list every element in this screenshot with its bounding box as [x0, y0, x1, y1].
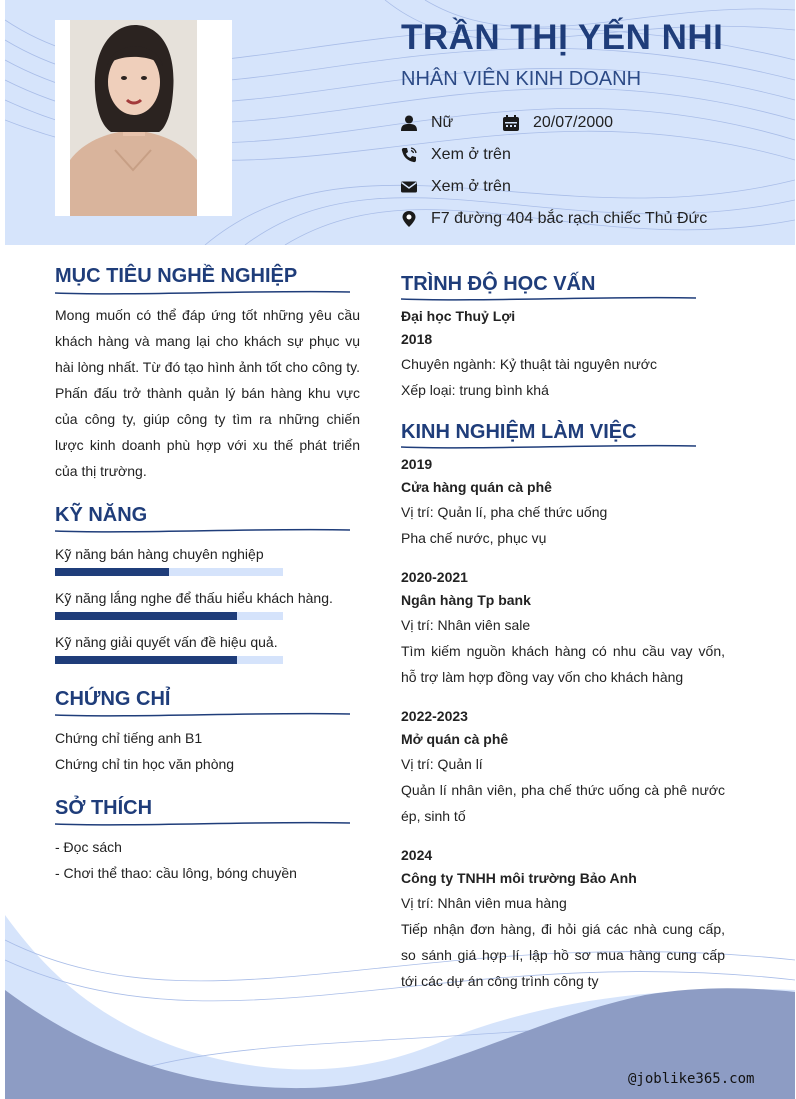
- phone-value: Xem ở trên: [431, 146, 511, 163]
- experience-role: Vị trí: Nhân viên sale: [401, 617, 531, 633]
- skill-bar: [55, 568, 283, 576]
- candidate-name: TRẦN THỊ YẾN NHI: [401, 18, 724, 57]
- skills-title: KỸ NĂNG: [55, 504, 148, 526]
- skill-bar-fill: [55, 568, 169, 576]
- location-pin-icon: [401, 211, 417, 227]
- objective-underline: [55, 290, 350, 296]
- profile-photo: [55, 20, 232, 216]
- calendar-icon: [503, 115, 519, 131]
- education-underline: [401, 296, 696, 302]
- birthday-row: [503, 114, 613, 132]
- certificates-underline: [55, 712, 350, 718]
- portrait-illustration: [55, 20, 232, 216]
- experience-company: Cửa hàng quán cà phê: [401, 479, 552, 495]
- email-value: Xem ở trên: [431, 178, 511, 195]
- experience-role: Vị trí: Nhân viên mua hàng: [401, 895, 567, 911]
- experience-title: KINH NGHIỆM LÀM VIỆC: [401, 421, 637, 443]
- phone-icon: [401, 147, 417, 163]
- education-year: 2018: [401, 331, 433, 347]
- skill-bar-fill: [55, 656, 237, 664]
- skills-underline: [55, 528, 350, 534]
- gender-row: [401, 114, 453, 132]
- watermark-text: @joblike365.com: [628, 1071, 755, 1087]
- education-major: Chuyên ngành: Kỷ thuật tài nguyên nước: [401, 356, 657, 372]
- job-title: NHÂN VIÊN KINH DOANH: [401, 68, 642, 90]
- certificate-item: Chứng chỉ tin học văn phòng: [55, 756, 235, 772]
- experience-desc: Quản lí nhân viên, pha chế thức uống cà phê nước ép, sinh tố: [401, 782, 725, 824]
- skill-bar: [55, 612, 283, 620]
- experience-role: Vị trí: Quản lí, pha chế thức uống: [401, 504, 608, 520]
- hobbies-title: SỞ THÍCH: [55, 797, 153, 819]
- email-row: [401, 178, 511, 196]
- skill-label: Kỹ năng giải quyết vấn đề hiệu quả.: [55, 634, 278, 650]
- experience-period: 2024: [401, 847, 433, 863]
- gender-value: Nữ: [431, 114, 454, 131]
- hobbies-underline: [55, 821, 350, 827]
- education-title: TRÌNH ĐỘ HỌC VẤN: [401, 273, 596, 295]
- certificates-title: CHỨNG CHỈ: [55, 688, 171, 710]
- envelope-icon: [401, 179, 417, 195]
- skill-bar: [55, 656, 283, 664]
- experience-role: Vị trí: Quản lí: [401, 756, 483, 772]
- experience-period: 2020-2021: [401, 569, 468, 585]
- experience-desc: Pha chế nước, phục vụ: [401, 530, 547, 546]
- experience-period: 2019: [401, 456, 433, 472]
- objective-title: MỤC TIÊU NGHỀ NGHIỆP: [55, 265, 298, 287]
- experience-desc: Tiếp nhận đơn hàng, đi hỏi giá các nhà cung cấp, so sánh giá hợp lí, lập hồ sơ mua hàng cung cấp tới các dự án công trình công ty: [401, 921, 725, 989]
- experience-company: Mở quán cà phê: [401, 731, 509, 747]
- birthday-value: 20/07/2000: [533, 114, 614, 131]
- phone-row: [401, 146, 511, 164]
- hobby-item: - Chơi thể thao: cầu lông, bóng chuyền: [55, 865, 297, 881]
- experience-desc: Tìm kiếm nguồn khách hàng có nhu cầu vay vốn, hỗ trợ làm hợp đồng vay vốn cho khách hàng: [401, 643, 725, 685]
- skill-label: Kỹ năng lắng nghe để thấu hiểu khách hàng.: [55, 590, 333, 606]
- education-grade: Xếp loại: trung bình khá: [401, 382, 549, 398]
- objective-text: Mong muốn có thể đáp ứng tốt những yêu cầu khách hàng và mang lại cho khách sự phục vụ hài lòng nhất. Từ đó tạo hình ảnh tốt cho công ty. Phấn đấu trở thành quản lý bán hàng khu vực của công ty, giúp công ty tìm ra những chiến lược kinh doanh phù hợp với xu thế phát triển của thị trường.: [55, 307, 360, 479]
- address-row: [401, 210, 707, 228]
- education-school: Đại học Thuỷ Lợi: [401, 308, 516, 324]
- experience-company: Ngân hàng Tp bank: [401, 592, 531, 608]
- certificate-item: Chứng chỉ tiếng anh B1: [55, 730, 203, 746]
- hobby-item: - Đọc sách: [55, 839, 122, 855]
- address-value: F7 đường 404 bắc rạch chiếc Thủ Đức: [431, 210, 708, 227]
- experience-company: Công ty TNHH môi trường Bảo Anh: [401, 870, 637, 886]
- person-icon: [401, 115, 417, 131]
- skill-label: Kỹ năng bán hàng chuyên nghiệp: [55, 546, 264, 562]
- skill-bar-fill: [55, 612, 237, 620]
- experience-period: 2022-2023: [401, 708, 468, 724]
- experience-underline: [401, 444, 696, 450]
